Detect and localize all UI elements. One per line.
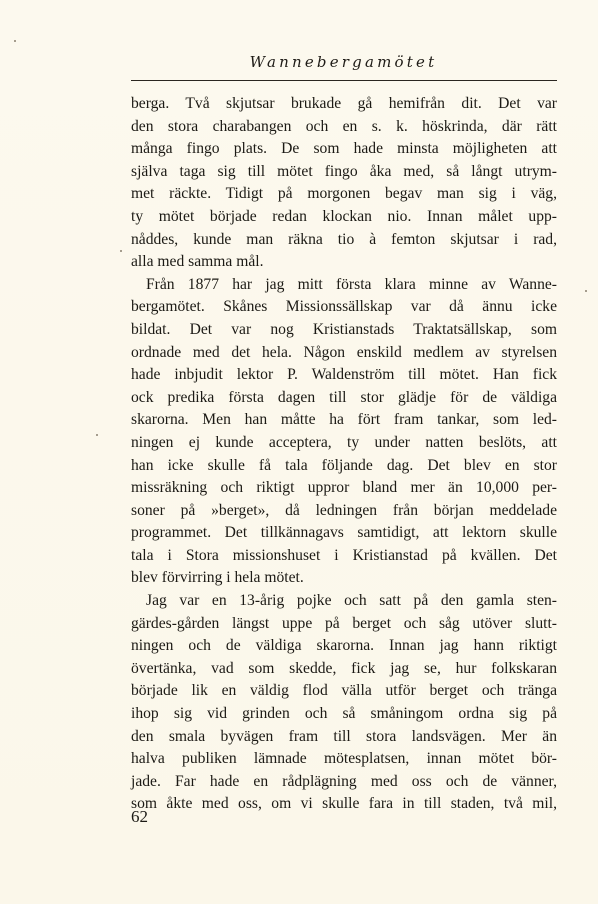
text-line: skarorna. Men han måtte ha fört fram tankar, som led- bbox=[131, 411, 557, 429]
text-line: alla med samma mål. bbox=[131, 253, 264, 271]
text-line: blev förvirring i hela mötet. bbox=[131, 569, 304, 587]
running-title: Wannebergamötet bbox=[249, 53, 438, 71]
text-line: Jag var en 13-årig pojke och satt på den gamla sten- bbox=[146, 592, 557, 610]
text-line: nåddes, kunde man räkna tio à femton skjutsar i rad, bbox=[131, 230, 557, 248]
paper-speck bbox=[120, 250, 122, 252]
text-line: den stora charabangen och en s. k. höskrinda, där rätt bbox=[131, 117, 557, 135]
paper-speck bbox=[14, 40, 16, 42]
text-line: ordnade med det hela. Någon enskild medlem av styrelsen bbox=[131, 343, 557, 361]
text-line: övertänka, vad som skedde, fick jag se, hur folkskaran bbox=[131, 659, 557, 677]
text-line: den smala byvägen fram till stora landsvägen. Mer än bbox=[131, 727, 557, 745]
text-line: ty mötet började redan klockan nio. Innan målet upp- bbox=[131, 207, 557, 225]
text-line: började lik en väldig flod välla utför berget och tränga bbox=[131, 682, 557, 700]
text-line: met räckte. Tidigt på morgonen begav man sig i väg, bbox=[131, 185, 557, 203]
text-line: tala i Stora missionshuset i Kristianstad på kvällen. Det bbox=[131, 546, 557, 564]
text-line: som åkte med oss, om vi skulle fara in till staden, två mil, bbox=[131, 795, 557, 813]
text-line: många fingo plats. De som hade minsta möjligheten att bbox=[131, 140, 557, 158]
text-line: han icke skulle få tala följande dag. Det blev en stor bbox=[131, 456, 557, 474]
text-line: Från 1877 har jag mitt första klara minne av Wanne- bbox=[146, 275, 557, 293]
header-rule bbox=[131, 80, 557, 81]
text-line: gärdes-gården längst uppe på berget och såg utöver slutt- bbox=[131, 614, 557, 632]
body-text bbox=[131, 93, 557, 816]
text-line: jade. Far hade en rådplägning med oss och de vänner, bbox=[131, 772, 557, 790]
paper-speck bbox=[96, 434, 98, 436]
text-line: ningen och de väldiga skarorna. Innan jag hann riktigt bbox=[131, 637, 557, 655]
text-line: programmet. Det tillkännagavs samtidigt, att lektorn skulle bbox=[131, 524, 557, 542]
text-line: berga. Två skjutsar brukade gå hemifrån dit. Det var bbox=[131, 95, 557, 112]
text-line: soner på »berget», då ledningen från början meddelade bbox=[131, 501, 557, 519]
text-line: ock predika första dagen till stor glädje för de väldiga bbox=[131, 388, 557, 406]
text-line: ningen ej kunde acceptera, ty under natten beslöts, att bbox=[131, 433, 557, 451]
text-line: ihop sig vid grinden och så småningom ordna sig på bbox=[131, 705, 557, 723]
page-number: 62 bbox=[131, 807, 148, 826]
paper-speck bbox=[585, 290, 587, 292]
text-line: bildat. Det var nog Kristianstads Traktatsällskap, som bbox=[131, 320, 557, 338]
text-line: missräkning och riktigt uppror bland mer än 10,000 per- bbox=[131, 479, 557, 497]
text-line: bergamötet. Skånes Missionssällskap var då ännu icke bbox=[131, 298, 557, 316]
text-line: hade inbjudit lektor P. Waldenström till mötet. Han fick bbox=[131, 366, 557, 384]
text-line: själva taga sig till mötet fingo åka med, så långt utrym- bbox=[131, 162, 557, 180]
text-line: halva publiken lämnade mötesplatsen, innan mötet bör- bbox=[131, 750, 557, 768]
